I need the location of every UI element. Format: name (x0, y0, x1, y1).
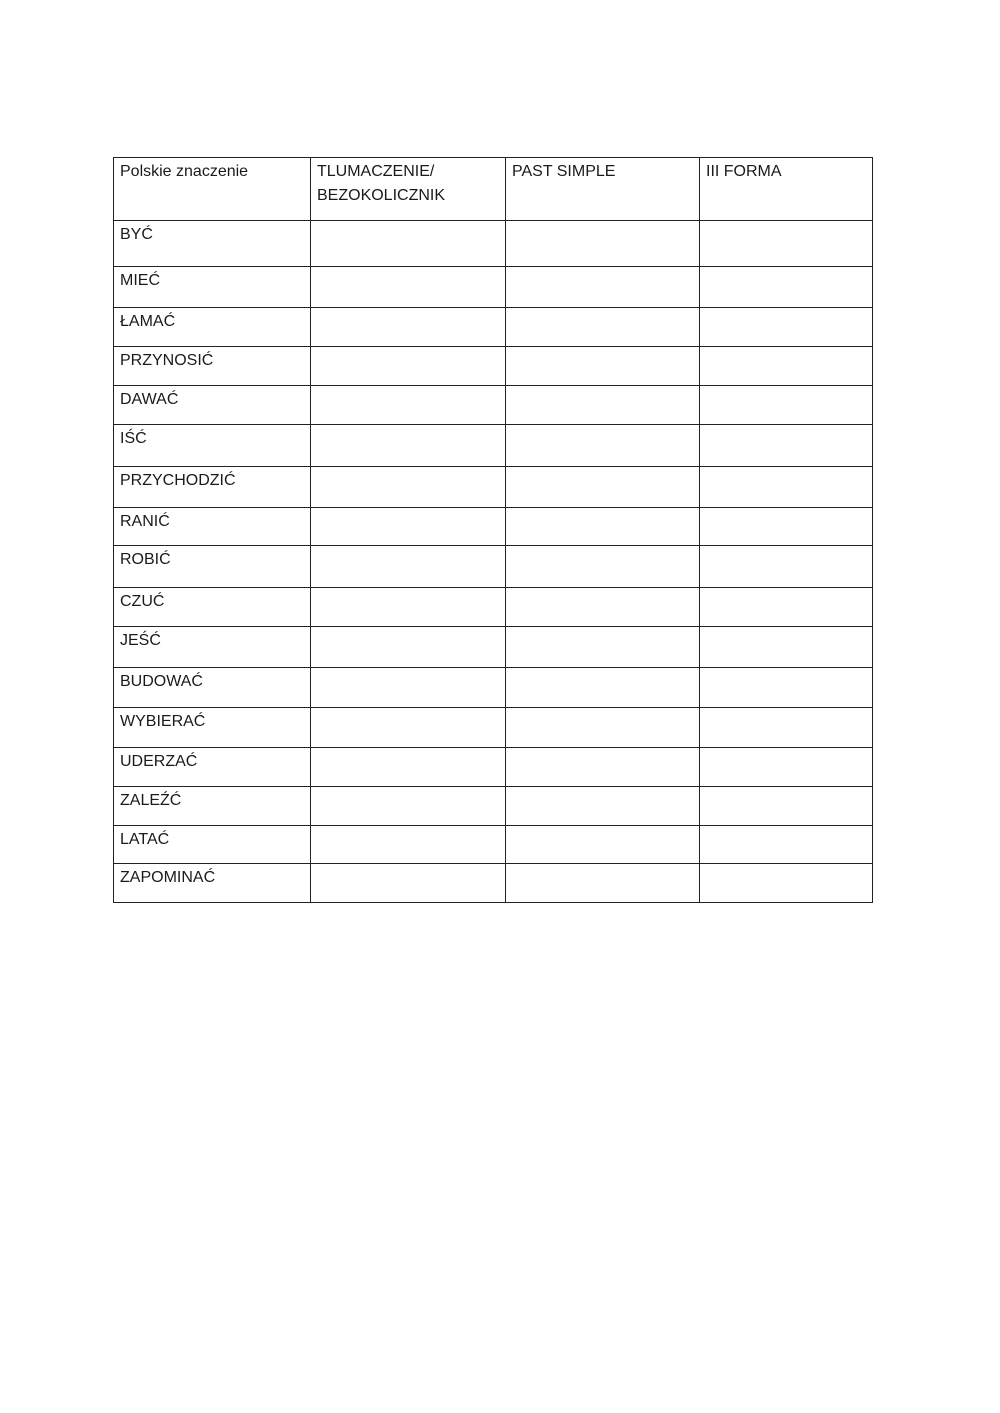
translation-cell[interactable] (311, 508, 506, 546)
polish-verb-cell (114, 467, 311, 508)
polish-verb-cell-text: WYBIERAĆ (120, 713, 206, 730)
past-simple-cell[interactable] (506, 347, 700, 386)
past-simple-cell[interactable] (506, 864, 700, 903)
header-translation-infinitive: TLUMACZENIE/ BEZOKOLICZNIK (311, 158, 506, 221)
header-past-simple: PAST SIMPLE (506, 158, 700, 221)
third-form-cell[interactable] (700, 267, 873, 308)
table-row (114, 467, 873, 508)
translation-cell[interactable] (311, 347, 506, 386)
third-form-cell[interactable] (700, 425, 873, 467)
translation-cell[interactable] (311, 425, 506, 467)
table-row (114, 787, 873, 826)
past-simple-cell[interactable] (506, 748, 700, 787)
polish-verb-cell-text: BUDOWAĆ (120, 673, 203, 690)
table-row (114, 308, 873, 347)
past-simple-cell[interactable] (506, 467, 700, 508)
third-form-cell[interactable] (700, 546, 873, 588)
polish-verb-cell-text: LATAĆ (120, 831, 170, 848)
translation-cell[interactable] (311, 787, 506, 826)
past-simple-cell[interactable] (506, 668, 700, 708)
table-row (114, 748, 873, 787)
polish-verb-cell-text: ŁAMAĆ (120, 313, 176, 330)
past-simple-cell[interactable] (506, 826, 700, 864)
third-form-cell[interactable] (700, 864, 873, 903)
polish-verb-cell (114, 864, 311, 903)
header-polish-meaning: Polskie znaczenie (114, 158, 311, 221)
translation-cell[interactable] (311, 668, 506, 708)
past-simple-cell[interactable] (506, 546, 700, 588)
polish-verb-cell (114, 627, 311, 668)
table-row (114, 668, 873, 708)
polish-verb-cell (114, 508, 311, 546)
table-row (114, 425, 873, 467)
third-form-cell[interactable] (700, 668, 873, 708)
polish-verb-cell-text: JEŚĆ (120, 632, 161, 649)
polish-verb-cell (114, 668, 311, 708)
third-form-cell[interactable] (700, 748, 873, 787)
third-form-cell[interactable] (700, 787, 873, 826)
third-form-cell[interactable] (700, 588, 873, 627)
polish-verb-cell-text: DAWAĆ (120, 391, 179, 408)
table-row (114, 267, 873, 308)
past-simple-cell[interactable] (506, 627, 700, 668)
table-row (114, 627, 873, 668)
table-row (114, 826, 873, 864)
past-simple-cell[interactable] (506, 221, 700, 267)
polish-verb-cell-text: ZALEŹĆ (120, 792, 182, 809)
translation-cell[interactable] (311, 221, 506, 267)
polish-verb-cell (114, 386, 311, 425)
polish-verb-cell-text: MIEĆ (120, 272, 160, 289)
table-header-row (114, 158, 873, 221)
past-simple-cell[interactable] (506, 708, 700, 748)
polish-verb-cell-text: ZAPOMINAĆ (120, 869, 216, 886)
polish-verb-cell-text: IŚĆ (120, 430, 147, 447)
translation-cell[interactable] (311, 308, 506, 347)
third-form-cell[interactable] (700, 386, 873, 425)
polish-verb-cell (114, 546, 311, 588)
translation-cell[interactable] (311, 627, 506, 668)
translation-cell[interactable] (311, 546, 506, 588)
table-body (114, 221, 873, 903)
table-row (114, 221, 873, 267)
third-form-cell[interactable] (700, 826, 873, 864)
polish-verb-cell-text: CZUĆ (120, 593, 165, 610)
third-form-cell[interactable] (700, 708, 873, 748)
table-row (114, 864, 873, 903)
translation-cell[interactable] (311, 588, 506, 627)
table-row (114, 347, 873, 386)
past-simple-cell[interactable] (506, 267, 700, 308)
polish-verb-cell (114, 347, 311, 386)
polish-verb-cell (114, 748, 311, 787)
translation-cell[interactable] (311, 467, 506, 508)
third-form-cell[interactable] (700, 308, 873, 347)
polish-verb-cell (114, 588, 311, 627)
third-form-cell[interactable] (700, 347, 873, 386)
third-form-cell[interactable] (700, 467, 873, 508)
third-form-cell[interactable] (700, 627, 873, 668)
polish-verb-cell (114, 308, 311, 347)
header-third-form: III FORMA (700, 158, 873, 221)
polish-verb-cell (114, 708, 311, 748)
translation-cell[interactable] (311, 267, 506, 308)
past-simple-cell[interactable] (506, 308, 700, 347)
past-simple-cell[interactable] (506, 588, 700, 627)
polish-verb-cell (114, 267, 311, 308)
third-form-cell[interactable] (700, 221, 873, 267)
table-row (114, 546, 873, 588)
past-simple-cell[interactable] (506, 386, 700, 425)
polish-verb-cell-text: PRZYNOSIĆ (120, 352, 214, 369)
translation-cell[interactable] (311, 826, 506, 864)
translation-cell[interactable] (311, 386, 506, 425)
translation-cell[interactable] (311, 864, 506, 903)
past-simple-cell[interactable] (506, 508, 700, 546)
table-row (114, 386, 873, 425)
table-row (114, 508, 873, 546)
polish-verb-cell (114, 787, 311, 826)
polish-verb-cell-text: RANIĆ (120, 513, 170, 530)
table-row (114, 708, 873, 748)
polish-verb-cell-text: BYĆ (120, 226, 153, 243)
translation-cell[interactable] (311, 748, 506, 787)
past-simple-cell[interactable] (506, 425, 700, 467)
polish-verb-cell-text: ROBIĆ (120, 551, 171, 568)
polish-verb-cell (114, 221, 311, 267)
polish-verb-cell-text: PRZYCHODZIĆ (120, 472, 236, 489)
polish-verb-cell (114, 826, 311, 864)
past-simple-cell[interactable] (506, 787, 700, 826)
third-form-cell[interactable] (700, 508, 873, 546)
translation-cell[interactable] (311, 708, 506, 748)
table-row (114, 588, 873, 627)
polish-verb-cell-text: UDERZAĆ (120, 753, 198, 770)
verb-forms-table (113, 157, 873, 903)
polish-verb-cell (114, 425, 311, 467)
